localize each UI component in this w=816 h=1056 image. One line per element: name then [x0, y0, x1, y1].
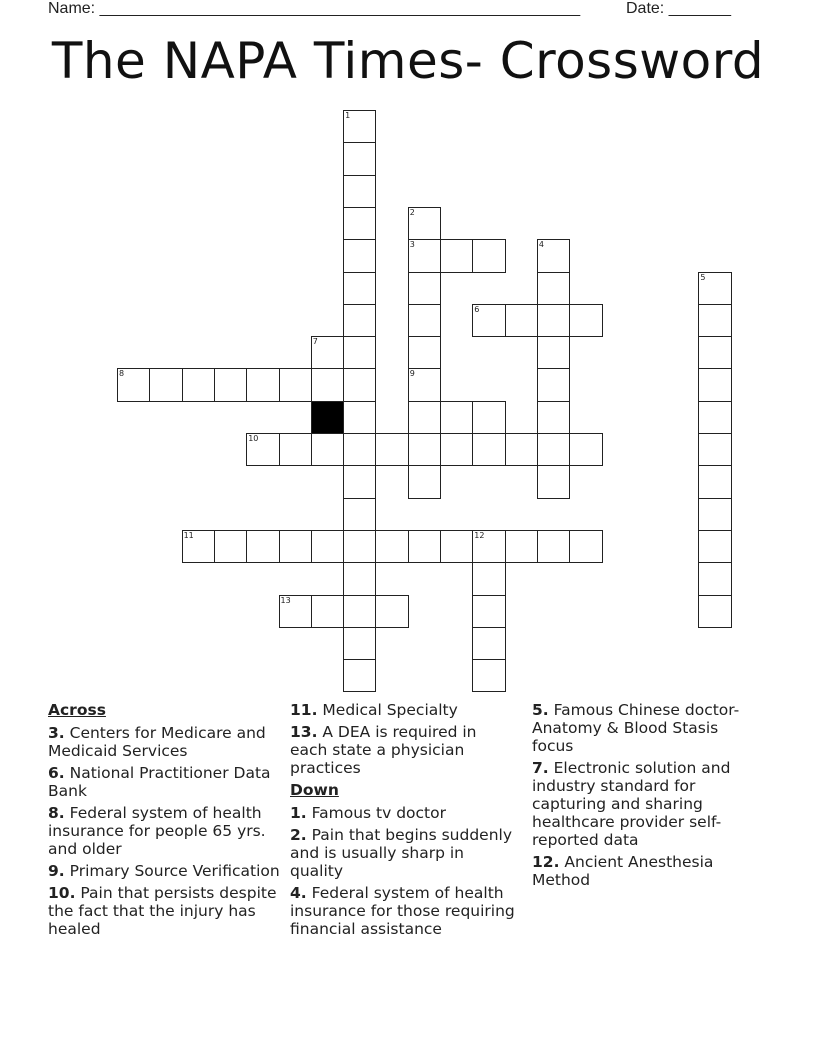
grid-cell[interactable]: [408, 368, 441, 401]
grid-cell[interactable]: [537, 336, 570, 369]
grid-cell[interactable]: [472, 304, 505, 337]
grid-cell[interactable]: [182, 368, 215, 401]
grid-cell[interactable]: [698, 498, 731, 531]
clue-number: 8.: [48, 804, 65, 822]
grid-block: [311, 401, 344, 434]
grid-cell[interactable]: [537, 433, 570, 466]
grid-cell[interactable]: [375, 595, 408, 628]
grid-clue-number: 7: [312, 337, 318, 347]
grid-cell[interactable]: [343, 239, 376, 272]
grid-cell[interactable]: [537, 401, 570, 434]
grid-cell[interactable]: [537, 530, 570, 563]
grid-cell[interactable]: [698, 401, 731, 434]
grid-cell[interactable]: [408, 336, 441, 369]
grid-cell[interactable]: [343, 207, 376, 240]
clue-number: 11.: [290, 701, 318, 719]
grid-cell[interactable]: [343, 433, 376, 466]
grid-cell[interactable]: [343, 530, 376, 563]
grid-cell[interactable]: [698, 433, 731, 466]
grid-cell[interactable]: [472, 595, 505, 628]
grid-cell[interactable]: [472, 433, 505, 466]
grid-cell[interactable]: [698, 465, 731, 498]
grid-cell[interactable]: [472, 627, 505, 660]
grid-clue-number: 3: [409, 240, 415, 250]
grid-cell[interactable]: [537, 465, 570, 498]
grid-cell[interactable]: [246, 433, 279, 466]
grid-clue-number: 11: [183, 530, 194, 540]
grid-cell[interactable]: [440, 433, 473, 466]
clue-down-2: [290, 826, 518, 880]
grid-cell[interactable]: [246, 368, 279, 401]
grid-cell[interactable]: [472, 401, 505, 434]
grid-cell[interactable]: [343, 498, 376, 531]
grid-cell[interactable]: [569, 304, 602, 337]
grid-cell[interactable]: [343, 562, 376, 595]
down-heading: Down: [290, 781, 339, 799]
clue-across-8: [48, 804, 280, 858]
clues-column-1: [48, 701, 280, 942]
grid-cell[interactable]: [569, 433, 602, 466]
grid-cell[interactable]: [149, 368, 182, 401]
grid-cell[interactable]: [343, 336, 376, 369]
grid-cell[interactable]: [214, 530, 247, 563]
grid-clue-number: 6: [474, 304, 480, 314]
grid-cell[interactable]: [182, 530, 215, 563]
clue-text: Federal system of health insurance for those requiring financial assistance: [290, 884, 515, 938]
grid-cell[interactable]: [698, 530, 731, 563]
grid-cell[interactable]: [698, 562, 731, 595]
grid-cell[interactable]: [343, 627, 376, 660]
clue-text: Federal system of health insurance for people 65 yrs. and older: [48, 804, 266, 858]
grid-clue-number: 9: [409, 369, 415, 379]
grid-cell[interactable]: [408, 401, 441, 434]
grid-cell[interactable]: [343, 401, 376, 434]
clue-number: 3.: [48, 724, 65, 742]
grid-cell[interactable]: [343, 595, 376, 628]
grid-cell[interactable]: [569, 530, 602, 563]
clue-number: 12.: [532, 853, 560, 871]
grid-cell[interactable]: [698, 304, 731, 337]
grid-cell[interactable]: [505, 530, 538, 563]
clue-across-6: [48, 764, 280, 800]
grid-cell[interactable]: [375, 433, 408, 466]
grid-cell[interactable]: [343, 110, 376, 143]
grid-clue-number: 1: [345, 111, 351, 120]
clue-number: 6.: [48, 764, 65, 782]
clue-text: A DEA is required in each state a physician practices: [290, 723, 477, 777]
grid-cell[interactable]: [537, 368, 570, 401]
clue-number: 9.: [48, 862, 65, 880]
grid-cell[interactable]: [343, 659, 376, 692]
grid-cell[interactable]: [537, 304, 570, 337]
clue-text: Centers for Medicare and Medicaid Services: [48, 724, 266, 760]
grid-cell[interactable]: [537, 272, 570, 305]
grid-cell[interactable]: [311, 336, 344, 369]
clue-text: Medical Specialty: [322, 701, 458, 719]
clue-number: 10.: [48, 884, 76, 902]
clue-across-9: [48, 862, 280, 880]
clue-down-7: [532, 759, 764, 849]
grid-cell[interactable]: [537, 239, 570, 272]
grid-cell[interactable]: [279, 530, 312, 563]
grid-cell[interactable]: [472, 239, 505, 272]
grid-cell[interactable]: [472, 659, 505, 692]
clue-down-1: [290, 804, 518, 822]
grid-clue-number: 5: [700, 272, 706, 282]
clues-column-2: [290, 701, 518, 942]
grid-cell[interactable]: [311, 368, 344, 401]
grid-cell[interactable]: [472, 562, 505, 595]
grid-cell[interactable]: [472, 530, 505, 563]
grid-cell[interactable]: [408, 207, 441, 240]
grid-cell[interactable]: [246, 530, 279, 563]
grid-cell[interactable]: [343, 304, 376, 337]
grid-clue-number: 12: [474, 530, 485, 540]
clue-number: 13.: [290, 723, 318, 741]
clue-text: National Practitioner Data Bank: [48, 764, 271, 800]
grid-cell[interactable]: [408, 304, 441, 337]
clue-text: Ancient Anesthesia Method: [532, 853, 714, 889]
grid-cell[interactable]: [214, 368, 247, 401]
grid-cell[interactable]: [311, 530, 344, 563]
clue-number: 5.: [532, 701, 549, 719]
grid-cell[interactable]: [279, 433, 312, 466]
grid-cell[interactable]: [311, 433, 344, 466]
clue-number: 2.: [290, 826, 307, 844]
grid-cell[interactable]: [408, 465, 441, 498]
clue-number: 7.: [532, 759, 549, 777]
clue-across-3: [48, 724, 280, 760]
clue-text: Primary Source Verification: [69, 862, 280, 880]
grid-clue-number: 4: [538, 240, 544, 250]
clue-down-4: [290, 884, 518, 938]
clue-text: Electronic solution and industry standard for capturing and sharing healthcare provider self-reported data: [532, 759, 731, 849]
date-field: Date: _______: [626, 0, 731, 17]
grid-cell[interactable]: [440, 530, 473, 563]
grid-cell[interactable]: [408, 530, 441, 563]
name-field: Name: ______________________________________________________: [48, 0, 581, 17]
grid-cell[interactable]: [698, 595, 731, 628]
clue-across-10: [48, 884, 280, 938]
grid-cell[interactable]: [343, 142, 376, 175]
clue-text: Pain that persists despite the fact that the injury has healed: [48, 884, 277, 938]
clue-across-13: [290, 723, 518, 777]
grid-cell[interactable]: [698, 336, 731, 369]
grid-cell[interactable]: [375, 530, 408, 563]
grid-cell[interactable]: [408, 239, 441, 272]
clues-column-3: [532, 701, 764, 893]
grid-cell[interactable]: [343, 272, 376, 305]
grid-cell[interactable]: [343, 368, 376, 401]
grid-clue-number: 10: [248, 434, 259, 443]
grid-cell[interactable]: [343, 465, 376, 498]
grid-cell[interactable]: [440, 401, 473, 434]
grid-cell[interactable]: [698, 368, 731, 401]
clue-text: Famous Chinese doctor- Anatomy & Blood Stasis focus: [532, 701, 740, 755]
grid-cell[interactable]: [408, 433, 441, 466]
grid-cell[interactable]: [279, 368, 312, 401]
grid-cell[interactable]: [279, 595, 312, 628]
grid-clue-number: 8: [119, 369, 125, 379]
grid-cell[interactable]: [117, 368, 150, 401]
clue-text: Famous tv doctor: [311, 804, 446, 822]
clue-down-12: [532, 853, 764, 889]
clue-number: 1.: [290, 804, 307, 822]
clue-number: 4.: [290, 884, 307, 902]
clue-across-11: [290, 701, 518, 719]
grid-cell[interactable]: [505, 304, 538, 337]
across-heading: Across: [48, 701, 106, 719]
grid-cell[interactable]: [408, 272, 441, 305]
grid-cell[interactable]: [505, 433, 538, 466]
clue-down-5: [532, 701, 764, 755]
grid-cell[interactable]: [698, 272, 731, 305]
page-title: The NAPA Times- Crossword: [51, 32, 765, 90]
grid-cell[interactable]: [343, 175, 376, 208]
grid-clue-number: 2: [409, 207, 415, 217]
grid-clue-number: 13: [280, 595, 291, 605]
grid-cell[interactable]: [311, 595, 344, 628]
clue-text: Pain that begins suddenly and is usually sharp in quality: [290, 826, 512, 880]
grid-cell[interactable]: [440, 239, 473, 272]
